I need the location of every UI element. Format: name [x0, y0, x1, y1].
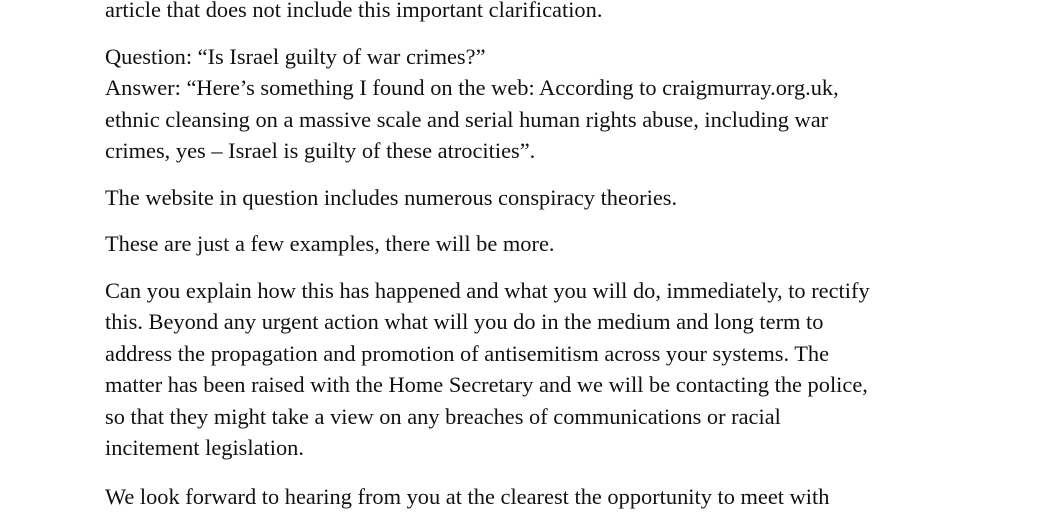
text-line: so that they might take a view on any breaches of communications or racial: [105, 403, 781, 429]
text-line: incitement legislation.: [105, 435, 304, 460]
text-line: Can you explain how this has happened and what you will do, immediately, to rectify: [105, 277, 870, 303]
answer-line: Answer: “Here’s something I found on the web: According to craigmurray.org.uk,: [105, 75, 839, 100]
question-line: Question: “Is Israel guilty of war crimes?”: [105, 43, 486, 69]
text-line: The website in question includes numerous conspiracy theories.: [105, 184, 678, 210]
text-line: address the propagation and promotion of antisemitism across your systems. The: [105, 340, 830, 366]
paragraph-intro-tail: [105, 0, 985, 26]
answer-line: ethnic cleansing on a massive scale and serial human rights abuse, including war: [105, 106, 829, 132]
text-line: matter has been raised with the Home Secretary and we will be contacting the police,: [105, 372, 868, 397]
text-line: article that does not include this important clarification.: [105, 0, 603, 22]
text-line: this. Beyond any urgent action what will you do in the medium and long term to: [105, 309, 824, 334]
paragraph-examples: [105, 228, 985, 260]
document-body: [105, 0, 985, 509]
paragraph-question-answer: [105, 41, 985, 167]
paragraph-request: [105, 275, 985, 464]
paragraph-website: [105, 182, 985, 214]
answer-line: crimes, yes – Israel is guilty of these atrocities”.: [105, 138, 536, 163]
text-line: These are just a few examples, there will be more.: [105, 231, 555, 256]
paragraph-cut-off: We look forward to hearing from you at the clearest the opportunity to meet with: [105, 484, 830, 509]
